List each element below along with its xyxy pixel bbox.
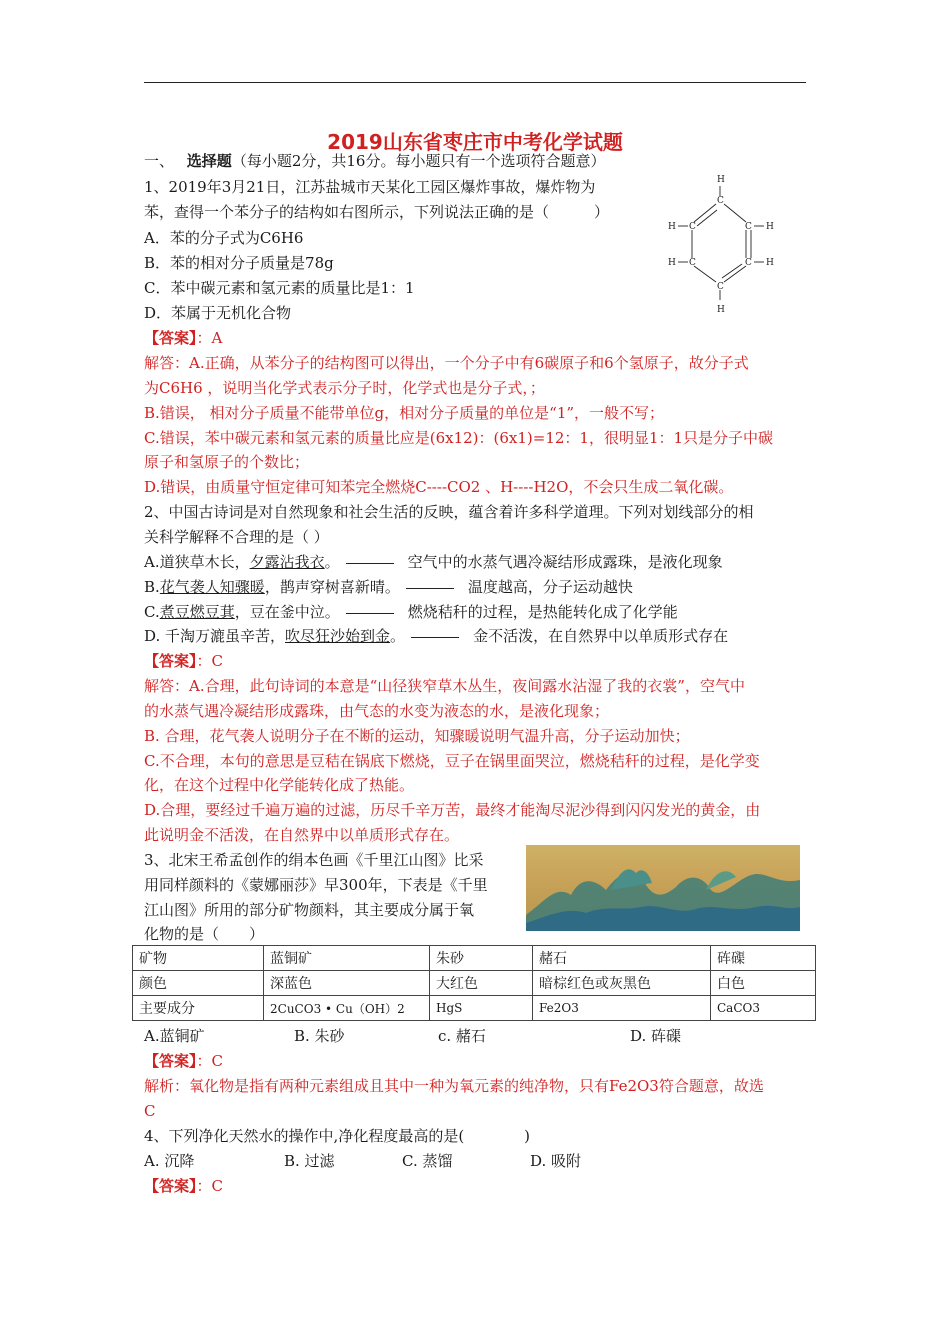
landscape-painting-image <box>526 845 800 931</box>
benzene-structure-diagram <box>662 170 782 320</box>
q1-answer <box>144 327 806 349</box>
q2-option-b: B.花气袭人知骤暖，鹊声穿树喜新晴。 温度越高，分子运动越快 <box>144 578 633 596</box>
q1-option-b: B．苯的相对分子质量是78g <box>144 254 334 272</box>
table-row: 矿物 蓝铜矿 朱砂 赭石 砗磲 <box>133 946 816 971</box>
atom-h-left-bottom: H <box>668 258 676 268</box>
q1-option-a: A．苯的分子式为C6H6 <box>144 229 304 247</box>
q2-explanation-4: C.不合理，本句的意思是豆秸在锅底下燃烧，豆子在锅里面哭泣，燃烧秸秆的过程，是化学变 <box>144 752 760 770</box>
q1-option-d: D．苯属于无机化合物 <box>144 304 292 322</box>
q2-answer <box>144 650 806 672</box>
atom-h-left-top: H <box>668 222 676 232</box>
atom-h-right-bottom: H <box>766 258 774 268</box>
mineral-table <box>132 945 816 1021</box>
q2-explanation-2: 的水蒸气遇冷凝结形成露珠，由气态的水变为液态的水，是液化现象； <box>144 702 610 720</box>
answer-value: ：C <box>196 1177 223 1195</box>
q3-stem-1: 3、北宋王希孟创作的绢本色画《千里江山图》比采 <box>144 851 484 869</box>
underlined-phrase: 花气袭人知骤暖 <box>159 578 265 596</box>
q4-option-a: A. 沉降 <box>144 1152 195 1170</box>
q2-stem-1: 2、中国古诗词是对自然现象和社会生活的反映，蕴含着许多科学道理。下列对划线部分的相 <box>144 503 754 521</box>
atom-c-6: C <box>689 222 696 232</box>
q3-explanation-2: C <box>144 1102 156 1120</box>
table-row: 颜色 深蓝色 大红色 暗棕红色或灰黑色 白色 <box>133 971 816 996</box>
q2-option-c: C.煮豆燃豆萁，豆在釜中泣。 燃烧秸秆的过程，是热能转化成了化学能 <box>144 603 678 621</box>
q3-answer <box>144 1050 806 1072</box>
q3-stem-2: 用同样颜料的《蒙娜丽莎》早300年，下表是《千里 <box>144 876 488 894</box>
q3-stem-3: 江山图》所用的部分矿物颜料，其主要成分属于氧 <box>144 901 475 919</box>
q4-option-b: B. 过滤 <box>284 1152 335 1170</box>
q3-option-b: B. 朱砂 <box>294 1027 345 1045</box>
atom-c-5: C <box>689 258 696 268</box>
underlined-phrase: 煮豆燃豆萁 <box>159 603 235 621</box>
q3-option-a: A.蓝铜矿 <box>144 1027 205 1045</box>
answer-value: ：C <box>196 1052 223 1070</box>
answer-label: 【答案】 <box>144 329 197 347</box>
table-row: 主要成分 2CuCO3 • Cu（OH）2 HgS Fe2O3 CaCO3 <box>133 996 816 1021</box>
q4-stem: 4、下列净化天然水的操作中,净化程度最高的是( ) <box>144 1127 531 1145</box>
section-note: （每小题2分，共16分。每小题只有一个选项符合题意） <box>231 152 606 170</box>
atom-h-top: H <box>717 175 725 185</box>
q2-option-d: D. 千淘万漉虽辛苦，吹尽狂沙始到金。 金不活泼，在自然界中以单质形式存在 <box>144 627 729 645</box>
section-heading <box>144 150 806 172</box>
answer-label: 【答案】 <box>144 652 197 670</box>
q1-explanation-1: 解答：A.正确，从苯分子的结构图可以得出，一个分子中有6碳原子和6个氢原子，故分子式 <box>144 354 749 372</box>
q1-stem-2: 苯，查得一个苯分子的结构如右图所示，下列说法正确的是（ ） <box>144 203 610 221</box>
q3-stem-4: 化物的是（ ） <box>144 925 265 943</box>
q4-answer <box>144 1175 806 1197</box>
q2-explanation-3: B. 合理，花气袭人说明分子在不断的运动，知骤暖说明气温升高，分子运动加快； <box>144 727 690 745</box>
atom-h-bottom: H <box>717 305 725 315</box>
q3-explanation-1: 解析：氧化物是指有两种元素组成且其中一种为氧元素的纯净物，只有Fe2O3符合题意，故选 <box>144 1077 764 1095</box>
answer-value: ：A <box>196 329 223 347</box>
q2-explanation-1: 解答：A.合理，此句诗词的本意是“山径狭窄草木丛生，夜间露水沾湿了我的衣裳”，空气中 <box>144 677 745 695</box>
q4-option-c: C. 蒸馏 <box>402 1152 453 1170</box>
q3-options <box>144 1025 806 1047</box>
section-name: 选择题 <box>186 152 232 170</box>
answer-label: 【答案】 <box>144 1052 197 1070</box>
q4-option-d: D. 吸附 <box>530 1152 582 1170</box>
q2-explanation-7: 此说明金不活泼，在自然界中以单质形式存在。 <box>144 826 460 844</box>
q1-stem-1: 1、2019年3月21日，江苏盐城市天某化工园区爆炸事故，爆炸物为 <box>144 178 596 196</box>
q1-option-c: C．苯中碳元素和氢元素的质量比是1：1 <box>144 279 415 297</box>
atom-c-4: C <box>717 282 724 292</box>
q3-option-d: D. 砗磲 <box>630 1027 682 1045</box>
q2-option-a: A.道狭草木长，夕露沾我衣。 空气中的水蒸气遇冷凝结形成露珠，是液化现象 <box>144 553 723 571</box>
answer-value: ：C <box>196 652 223 670</box>
q1-explanation-3: B.错误， 相对分子质量不能带单位g，相对分子质量的单位是“1”，一般不写； <box>144 404 665 422</box>
q4-options <box>144 1150 806 1172</box>
underlined-phrase: 夕露沾我衣 <box>249 553 325 571</box>
q1-explanation-5: 原子和氢原子的个数比； <box>144 453 310 471</box>
q2-stem-2: 关科学解释不合理的是（ ） <box>144 528 329 546</box>
underlined-phrase: 吹尽狂沙始到金 <box>285 627 391 645</box>
q2-explanation-6: D.合理，要经过千遍万遍的过滤，历尽千辛万苦，最终才能淘尽泥沙得到闪闪发光的黄金，由 <box>144 801 761 819</box>
q3-option-c: c. 赭石 <box>438 1027 486 1045</box>
answer-label: 【答案】 <box>144 1177 197 1195</box>
atom-c-1: C <box>717 196 724 206</box>
header-rule <box>144 82 806 83</box>
q2-explanation-5: 化，在这个过程中化学能转化成了热能。 <box>144 776 415 794</box>
atom-h-right-top: H <box>766 222 774 232</box>
section-number: 一、 <box>144 152 175 170</box>
page-title: 2019山东省枣庄市中考化学试题 <box>327 130 623 154</box>
q1-explanation-4: C.错误，苯中碳元素和氢元素的质量比应是(6x12)：(6x1)=12：1，很明显1：1只是分子中碳 <box>144 429 774 447</box>
q1-explanation-2: 为C6H6 ，说明当化学式表示分子时，化学式也是分子式，； <box>144 379 545 397</box>
atom-c-3: C <box>745 258 752 268</box>
atom-c-2: C <box>745 222 752 232</box>
q1-explanation-6: D.错误，由质量守恒定律可知苯完全燃烧C----CO2 、H----H2O，不会只生成二氧化碳。 <box>144 478 734 496</box>
